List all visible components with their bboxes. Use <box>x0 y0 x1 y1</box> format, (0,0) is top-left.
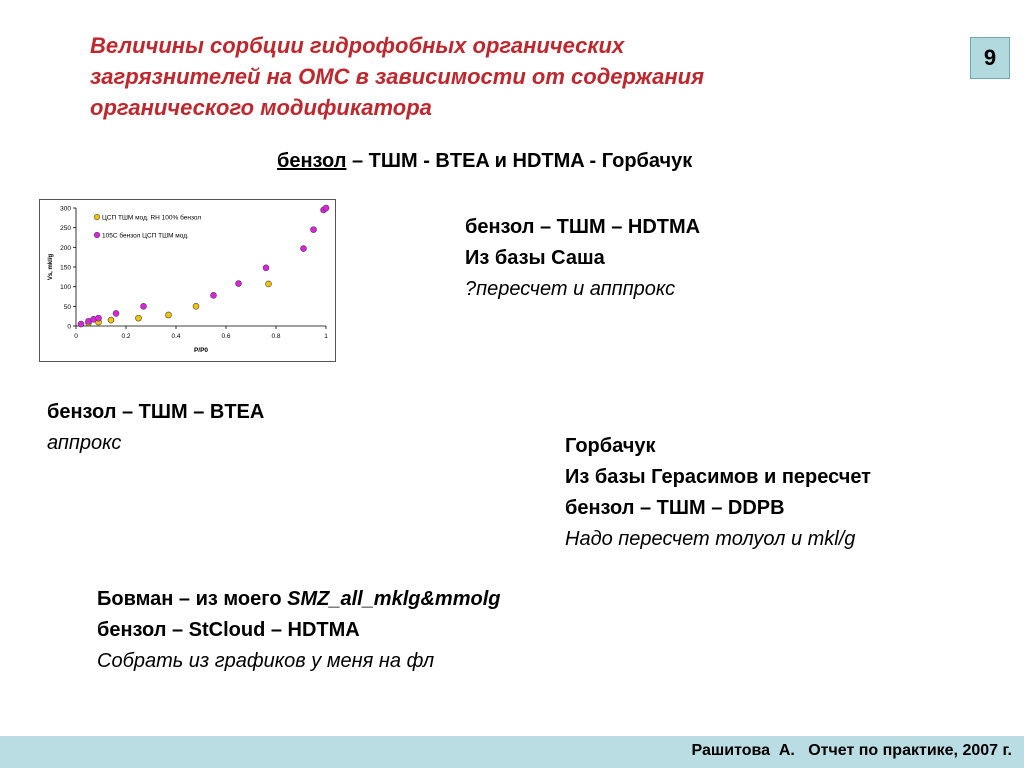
data-point <box>78 321 84 327</box>
y-tick-label: 150 <box>60 264 71 272</box>
y-tick-label: 300 <box>60 205 71 213</box>
x-tick-label: 1 <box>324 333 328 340</box>
chart-svg <box>40 200 335 361</box>
y-axis-title: Vs, mkl/g <box>48 253 54 281</box>
bowman-line-1-prefix: Бовман – из моего <box>97 588 288 610</box>
data-point <box>166 312 172 318</box>
data-point <box>113 310 119 316</box>
x-tick-label: 0.6 <box>221 333 231 340</box>
hdtma-line-1: бензол – ТШМ – HDTMA <box>465 216 701 238</box>
x-axis-title: P/P0 <box>193 347 209 354</box>
data-point <box>263 265 269 271</box>
legend-marker <box>94 214 100 220</box>
btea-line-1: бензол – ТШМ – BTEA <box>47 401 265 423</box>
x-tick-label: 0.4 <box>171 333 181 340</box>
y-tick-label: 100 <box>60 284 71 292</box>
data-point <box>311 227 317 233</box>
bowman-line-3: Собрать из графиков у меня на фл <box>97 650 435 672</box>
y-tick-label: 200 <box>60 244 71 252</box>
page-number-badge: 9 <box>970 37 1010 79</box>
data-point <box>141 303 147 309</box>
y-tick-label: 50 <box>63 303 71 311</box>
gorbachuk-line-2: Из базы Герасимов и пересчет <box>565 466 871 488</box>
slide-subtitle <box>277 150 692 173</box>
data-point <box>193 303 199 309</box>
hdtma-line-3: ?пересчет и апппрокс <box>465 278 676 300</box>
x-tick-label: 0.8 <box>271 333 281 340</box>
block-gorbachuk <box>565 431 871 555</box>
bowman-line-2: бензол – StCloud – HDTMA <box>97 619 360 641</box>
footer-bar <box>0 736 1024 768</box>
y-tick-label: 250 <box>60 225 71 233</box>
y-tick-label: 0 <box>67 323 71 331</box>
hdtma-line-2: Из базы Саша <box>465 247 605 269</box>
legend-label: ЦСП ТШМ мод. RH 100% бензол <box>102 214 202 222</box>
data-point <box>211 292 217 298</box>
gorbachuk-line-4: Надо пересчет толуол и mkl/g <box>565 528 856 550</box>
footer-text: Рашитова А. Отчет по практике, 2007 г. <box>691 742 1012 759</box>
title-line-2: загрязнителей на ОМС в зависимости от содержания <box>90 64 705 89</box>
data-point <box>136 315 142 321</box>
subtitle-underlined: бензол <box>277 150 347 172</box>
bowman-line-1-italic: SMZ_all_mklg&mmolg <box>287 588 501 610</box>
block-btea <box>47 397 264 459</box>
gorbachuk-line-3: бензол – ТШМ – DDPB <box>565 497 785 519</box>
block-bowman <box>97 584 501 677</box>
bowman-line-1 <box>97 584 501 615</box>
data-point <box>323 205 329 211</box>
legend-label: 105С бензол ЦСП ТШМ мод. <box>102 232 189 240</box>
data-point <box>96 315 102 321</box>
data-point <box>301 246 307 252</box>
btea-line-2: аппрокс <box>47 432 122 454</box>
legend-marker <box>94 232 100 238</box>
data-point <box>236 281 242 287</box>
slide-title <box>90 30 890 123</box>
scatter-chart <box>39 199 336 362</box>
title-line-3: органического модификатора <box>90 95 432 120</box>
block-hdtma <box>465 212 700 305</box>
gorbachuk-line-1: Горбачук <box>565 435 656 457</box>
x-tick-label: 0.2 <box>121 333 131 340</box>
x-tick-label: 0 <box>74 333 78 340</box>
data-point <box>108 317 114 323</box>
data-point <box>266 281 272 287</box>
title-line-1: Величины сорбции гидрофобных органических <box>90 33 625 58</box>
subtitle-rest: – ТШМ - BTEA и HDTMA - Горбачук <box>346 150 693 172</box>
